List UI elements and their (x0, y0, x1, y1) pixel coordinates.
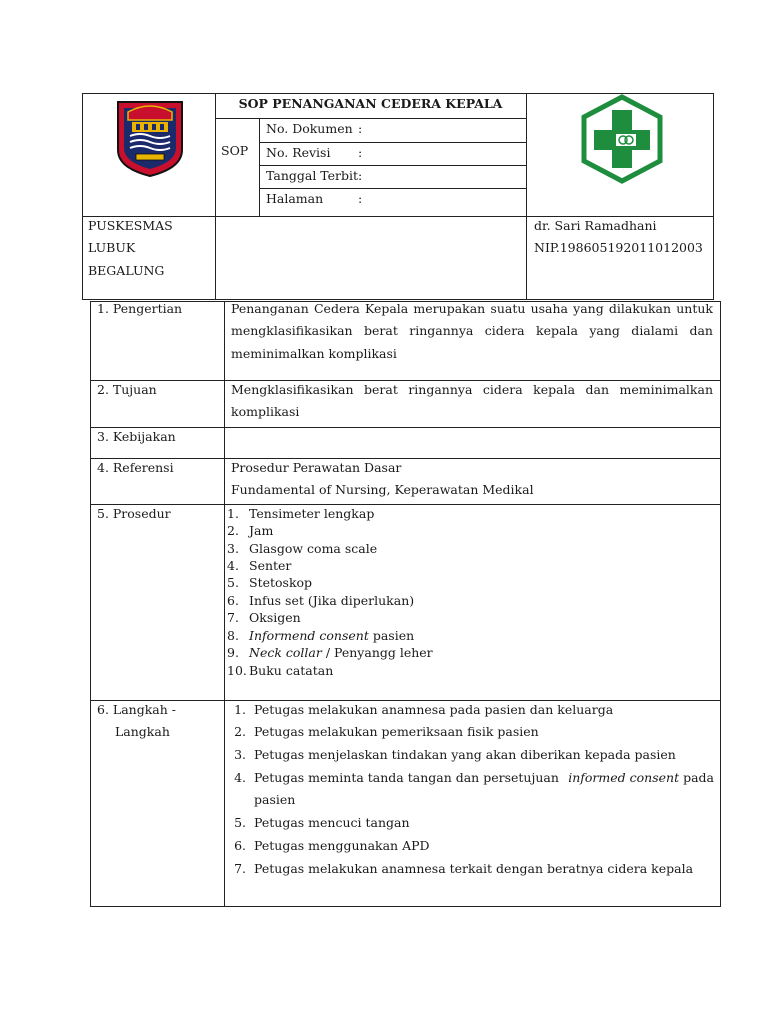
field-tanggal-terbit-sep: : (358, 168, 363, 183)
list-item: 6. Infus set (Jika diperlukan) (227, 593, 415, 608)
tujuan-label: 2. Tujuan (97, 382, 157, 397)
puskesmas-cross-icon (580, 94, 664, 184)
pengertian-label: 1. Pengertian (97, 301, 183, 316)
org-name-line-1: PUSKESMAS (88, 218, 173, 233)
field-halaman-sep: : (358, 191, 363, 206)
city-emblem-icon (114, 98, 186, 178)
sop-label: SOP (221, 143, 249, 158)
field-no-revisi-label: No. Revisi (266, 145, 331, 160)
org-name-line-2: LUBUK (88, 240, 136, 255)
document-title: SOP PENANGANAN CEDERA KEPALA (238, 96, 503, 111)
prosedur-label: 5. Prosedur (97, 506, 171, 521)
pengertian-line-1: Penanganan Cedera Kepala merupakan suatu usaha yang dilakukan untuk (231, 301, 713, 316)
tujuan-line-1: Mengklasifikasikan berat ringannya cidera kepala dan meminimalkan (231, 382, 713, 397)
list-item: 3. Glasgow coma scale (227, 541, 378, 556)
list-item: 9. Neck collar / Penyangg leher (227, 645, 433, 660)
list-item: 10. Buku catatan (227, 663, 334, 678)
list-item: 4. Petugas meminta tanda tangan dan persetujuan informed consent pada (234, 770, 714, 785)
field-no-dokumen-label: No. Dokumen (266, 121, 353, 136)
signer-name: dr. Sari Ramadhani (534, 218, 657, 233)
referensi-line-2: Fundamental of Nursing, Keperawatan Medikal (231, 482, 534, 497)
field-tanggal-terbit-label: Tanggal Terbit (266, 168, 359, 183)
list-item: 1. Petugas melakukan anamnesa pada pasien dan keluarga (234, 702, 614, 717)
list-item: 8. Informend consent pasien (227, 628, 415, 643)
org-name-line-3: BEGALUNG (88, 263, 165, 278)
pengertian-line-2: mengklasifikasikan berat ringannya cidera kepala yang dialami dan (231, 323, 713, 338)
signer-nip: NIP.198605192011012003 (534, 240, 703, 255)
list-item: 1. Tensimeter lengkap (227, 506, 375, 521)
list-item-continuation: pasien (254, 792, 296, 807)
field-halaman-label: Halaman (266, 191, 324, 206)
referensi-line-1: Prosedur Perawatan Dasar (231, 460, 402, 475)
tujuan-line-2: komplikasi (231, 404, 300, 419)
langkah-label-line-1: 6. Langkah - (97, 702, 176, 717)
list-item: 5. Stetoskop (227, 575, 313, 590)
list-item: 7. Petugas melakukan anamnesa terkait dengan beratnya cidera kepala (234, 861, 694, 876)
referensi-label: 4. Referensi (97, 460, 174, 475)
field-no-revisi-sep: : (358, 145, 363, 160)
langkah-label-line-2: Langkah (115, 724, 170, 739)
list-item: 6. Petugas menggunakan APD (234, 838, 430, 853)
list-item: 5. Petugas mencuci tangan (234, 815, 410, 830)
list-item: 2. Petugas melakukan pemeriksaan fisik pasien (234, 724, 539, 739)
kebijakan-label: 3. Kebijakan (97, 429, 176, 444)
list-item: 3. Petugas menjelaskan tindakan yang akan diberikan kepada pasien (234, 747, 676, 762)
field-no-dokumen-sep: : (358, 121, 363, 136)
pengertian-line-3: meminimalkan komplikasi (231, 346, 397, 361)
list-item: 7. Oksigen (227, 610, 301, 625)
list-item: 4. Senter (227, 558, 292, 573)
list-item: 2. Jam (227, 523, 274, 538)
